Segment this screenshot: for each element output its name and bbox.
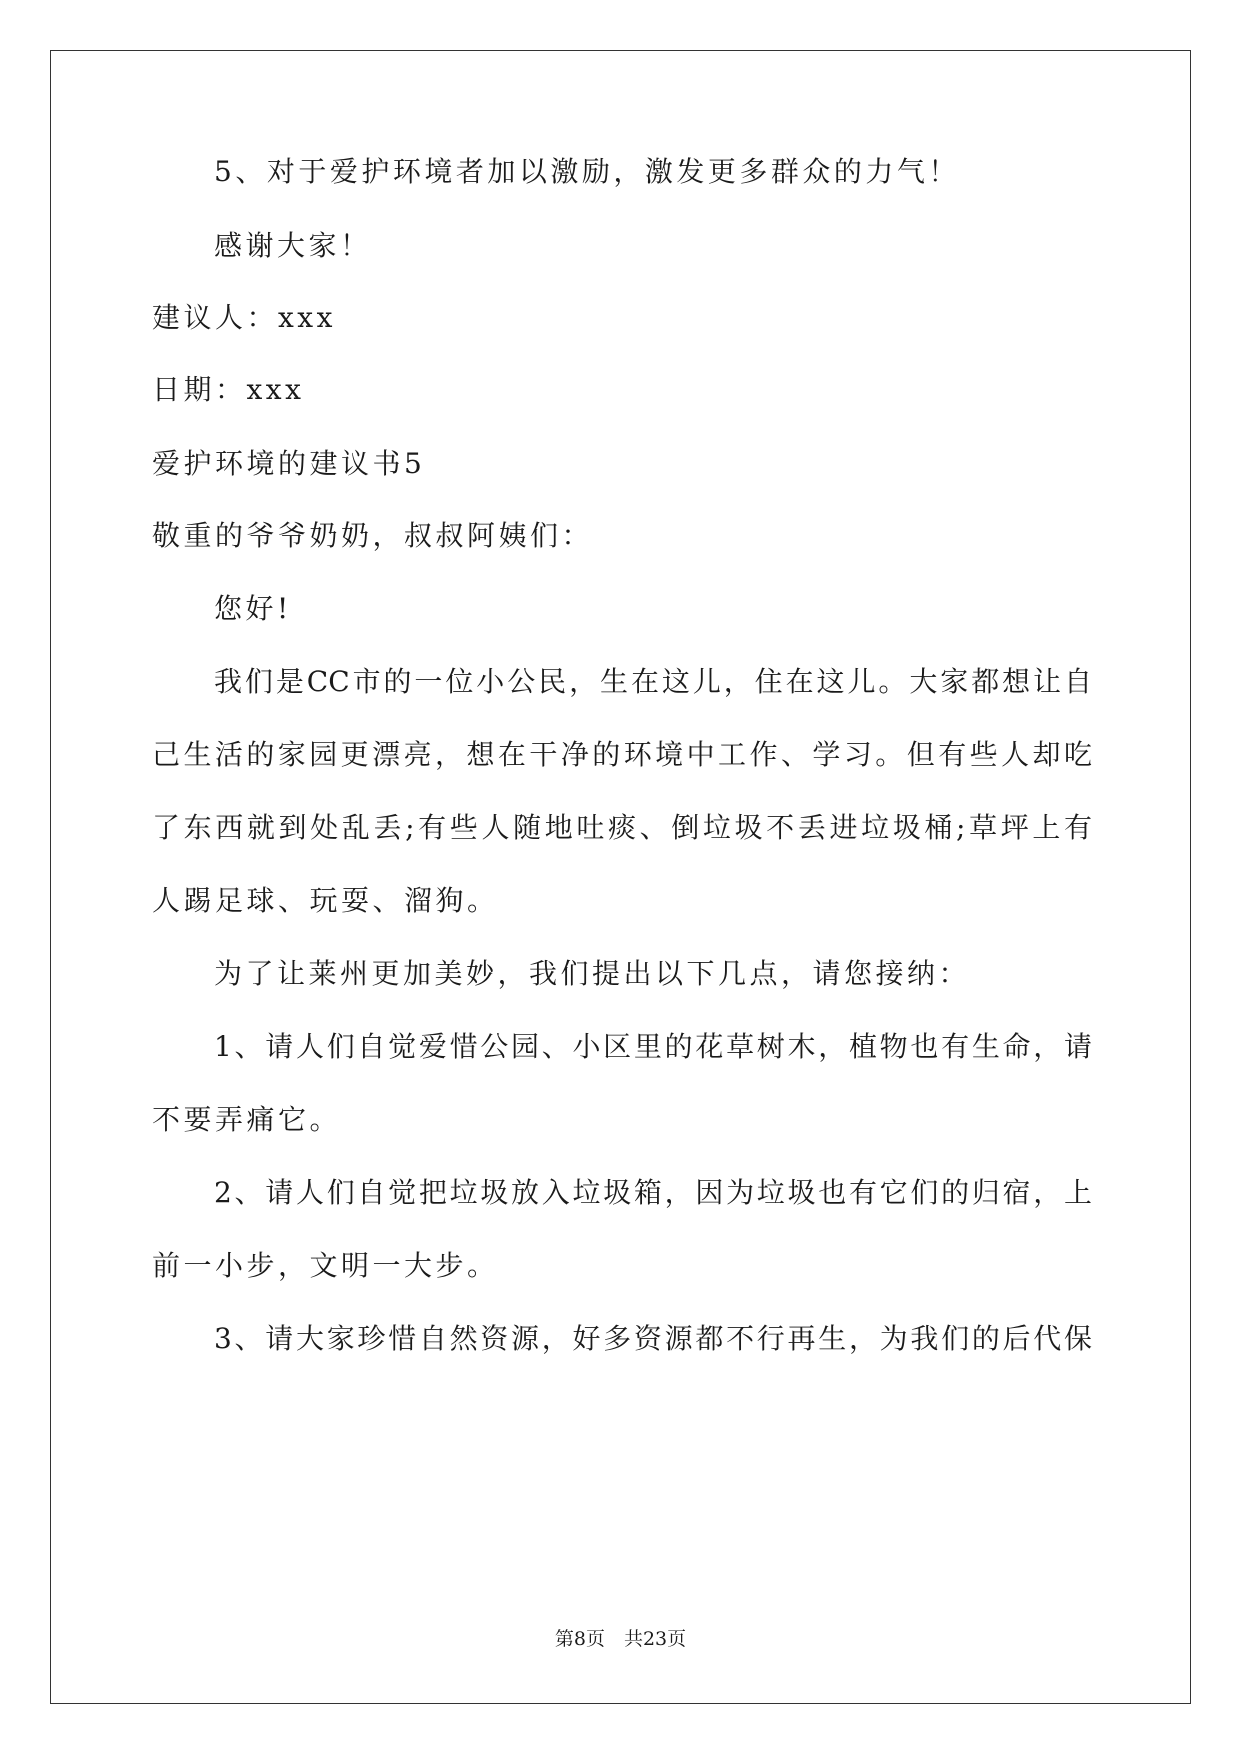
paragraph-line: 2、请人们自觉把垃圾放入垃圾箱，因为垃圾也有它们的归宿，上 (214, 1176, 1092, 1209)
paragraph-line: 人踢足球、玩耍、溜狗。 (152, 884, 499, 917)
proposer-line: 建议人：xxx (152, 301, 336, 334)
paragraph-line: 1、请人们自觉爱惜公园、小区里的花草树木，植物也有生命，请 (214, 1030, 1092, 1063)
paragraph-line: 前一小步，文明一大步。 (152, 1249, 499, 1282)
paragraph-line: 己生活的家园更漂亮，想在干净的环境中工作、学习。但有些人却吃 (152, 738, 1092, 771)
paragraph-line: 不要弄痛它。 (152, 1103, 342, 1136)
paragraph-line: 感谢大家！ (214, 229, 372, 262)
greeting: 您好! (214, 592, 292, 625)
paragraph-line: 我们是CC市的一位小公民，生在这儿，住在这儿。大家都想让自 (214, 665, 1092, 698)
paragraph-line: 3、请大家珍惜自然资源，好多资源都不行再生，为我们的后代保 (214, 1322, 1092, 1355)
date-line: 日期：xxx (152, 373, 305, 406)
page-number-footer: 第8页 共23页 (554, 1628, 687, 1650)
paragraph-line: 为了让莱州更加美妙，我们提出以下几点，请您接纳： (214, 957, 971, 990)
paragraph-line: 了东西就到处乱丢;有些人随地吐痰、倒垃圾不丢进垃圾桶;草坪上有 (152, 811, 1092, 844)
paragraph-line: 5、对于爱护环境者加以激励，激发更多群众的力气！ (214, 155, 960, 188)
salutation: 敬重的爷爷奶奶，叔叔阿姨们： (152, 519, 594, 552)
section-title: 爱护环境的建议书5 (152, 447, 426, 480)
